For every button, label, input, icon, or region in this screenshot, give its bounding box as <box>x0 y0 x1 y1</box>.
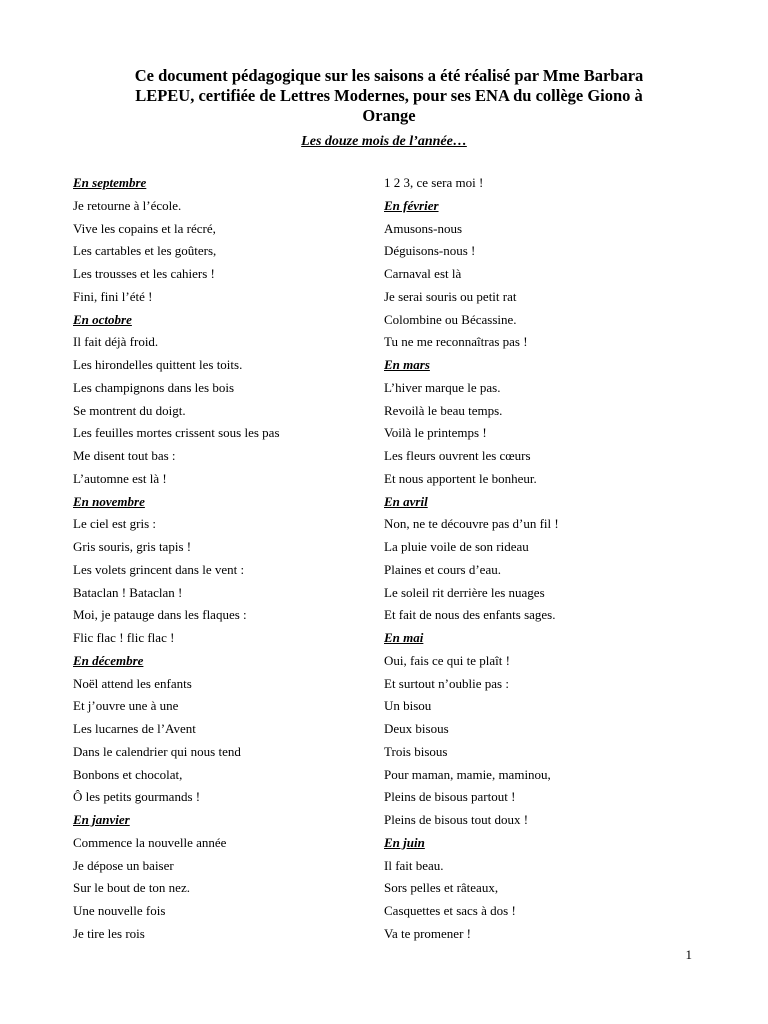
poem-line: Un bisou <box>384 698 432 714</box>
poem-line: Moi, je patauge dans les flaques : <box>73 607 247 623</box>
poem-line: Commence la nouvelle année <box>73 834 227 850</box>
poem-line: Il fait beau. <box>384 857 444 873</box>
poem-line: Les trousses et les cahiers ! <box>73 266 215 281</box>
poem-line: Je tire les rois <box>73 925 145 941</box>
month-heading: En décembre <box>73 652 144 668</box>
poem-line: Il fait déjà froid. <box>73 334 159 350</box>
poem-line: Le ciel est gris : <box>73 516 157 532</box>
poem-line: Dans le calendrier qui nous tend <box>73 743 241 759</box>
month-heading: En avril <box>384 493 428 509</box>
poem-title: Les douze mois de l’année… <box>301 134 467 149</box>
document-header <box>90 66 688 126</box>
poem-line: Pour maman, mamie, maminou, <box>384 766 551 782</box>
poem-line: Et j’ouvre une à une <box>73 698 179 714</box>
poem-line: Revoilà le beau temps. <box>384 402 503 418</box>
poem-line: Voilà le printemps ! <box>384 425 487 441</box>
month-heading: En mars <box>384 357 430 372</box>
header-line-3: Orange <box>362 106 416 125</box>
poem-line: Je retourne à l’école. <box>73 197 182 213</box>
poem-line: Déguisons-nous ! <box>384 243 476 259</box>
poem-line: Amusons-nous <box>384 220 463 236</box>
poem-line: Gris souris, gris tapis ! <box>73 539 192 554</box>
month-heading: En juin <box>384 834 425 850</box>
poem-line: Ô les petits gourmands ! <box>73 789 201 805</box>
month-heading: En février <box>384 197 439 213</box>
month-heading: En janvier <box>73 812 130 827</box>
poem-line: Le soleil rit derrière les nuages <box>384 584 545 600</box>
poem-line: Non, ne te découvre pas d’un fil ! <box>384 516 559 532</box>
poem-line: Pleins de bisous tout doux ! <box>384 812 529 827</box>
poem-line: Tu ne me reconnaîtras pas ! <box>384 334 528 350</box>
left-poem-column <box>73 172 280 946</box>
poem-line: Noël attend les enfants <box>73 675 192 691</box>
poem-line: Plaines et cours d’eau. <box>384 561 501 577</box>
poem-line: Pleins de bisous partout ! <box>384 789 516 805</box>
poem-line: 1 2 3, ce sera moi ! <box>384 175 484 190</box>
poem-line: Et surtout n’oublie pas : <box>384 675 509 691</box>
poem-line: Bataclan ! Bataclan ! <box>73 584 183 600</box>
poem-line: Se montrent du doigt. <box>73 402 186 418</box>
poem-line: Les volets grincent dans le vent : <box>73 561 245 577</box>
month-heading: En novembre <box>73 493 145 509</box>
poem-line: Les champignons dans les bois <box>73 379 235 395</box>
poem-line: Et nous apportent le bonheur. <box>384 470 537 486</box>
page-number: 1 <box>685 947 692 962</box>
poem-line: Oui, fais ce qui te plaît ! <box>384 652 510 668</box>
poem-line: Les lucarnes de l’Avent <box>73 721 196 736</box>
month-heading: En octobre <box>73 311 132 327</box>
header-line-1: Ce document pédagogique sur les saisons a été réalisé par Mme Barbara <box>134 66 644 85</box>
poem-line: Et fait de nous des enfants sages. <box>384 607 556 623</box>
poem-line: Je serai souris ou petit rat <box>384 288 517 304</box>
poem-line: Colombine ou Bécassine. <box>384 311 517 327</box>
poem-line: L’automne est là ! <box>73 470 167 486</box>
poem-line: Bonbons et chocolat, <box>73 766 183 782</box>
poem-line: Va te promener ! <box>384 925 471 941</box>
poem-line: Les feuilles mortes crissent sous les pas <box>73 425 280 441</box>
poem-line: Casquettes et sacs à dos ! <box>384 903 516 918</box>
poem-line: Vive les copains et la récré, <box>73 220 216 236</box>
month-heading: En septembre <box>73 175 147 190</box>
poem-line: Les hirondelles quittent les toits. <box>73 357 243 372</box>
poem-line: Trois bisous <box>384 743 448 759</box>
right-poem-column <box>384 172 559 946</box>
poem-line: Deux bisous <box>384 721 449 736</box>
poem-line: Une nouvelle fois <box>73 903 166 918</box>
poem-line: Fini, fini l’été ! <box>73 288 153 304</box>
poem-line: Sur le bout de ton nez. <box>73 880 190 896</box>
poem-line: Les cartables et les goûters, <box>73 243 217 259</box>
poem-line: Me disent tout bas : <box>73 448 176 463</box>
poem-line: Les fleurs ouvrent les cœurs <box>384 448 531 463</box>
month-heading: En mai <box>384 630 424 645</box>
poem-line: L’hiver marque le pas. <box>384 379 501 395</box>
header-line-2: LEPEU, certifiée de Lettres Modernes, pour ses ENA du collège Giono à <box>135 86 643 105</box>
poem-line: La pluie voile de son rideau <box>384 539 529 554</box>
poem-line: Flic flac ! flic flac ! <box>73 630 175 645</box>
poem-line: Sors pelles et râteaux, <box>384 880 499 896</box>
poem-line: Je dépose un baiser <box>73 857 174 873</box>
poem-line: Carnaval est là <box>384 266 462 281</box>
